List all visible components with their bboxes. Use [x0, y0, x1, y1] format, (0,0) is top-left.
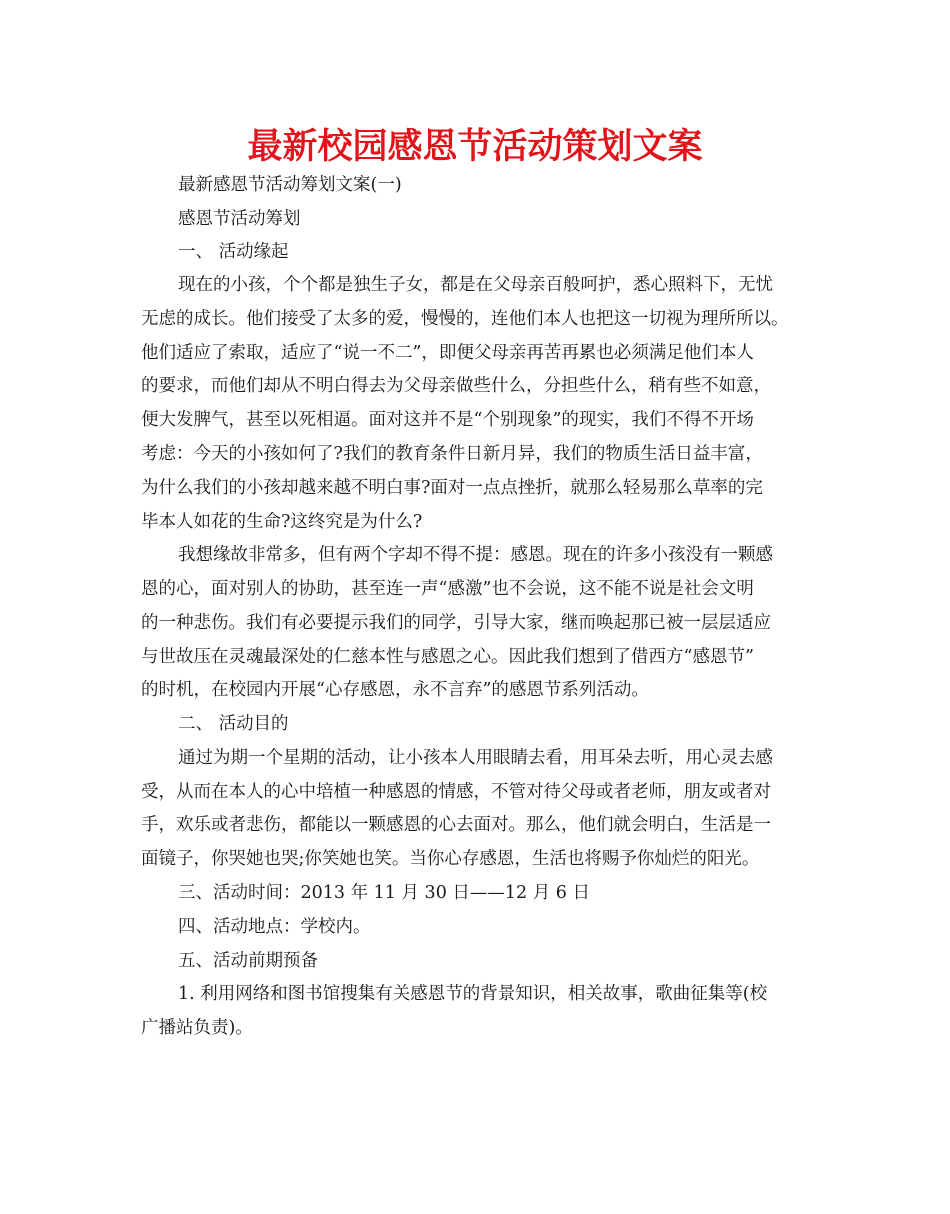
section-1-heading: 一、 活动缘起 — [178, 242, 289, 262]
paragraph-line: 为什么我们的小孩却越来越不明白事?面对一点点挫折，就那么轻易那么草率的完 — [141, 478, 763, 498]
document-title: 最新校园感恩节活动策划文案 — [247, 127, 703, 167]
paragraph-line: 我想缘故非常多，但有两个字却不得不提：感恩。现在的许多小孩没有一颗感 — [178, 545, 773, 565]
paragraph-line: 他们适应了索取，适应了“说一不二”，即便父母亲再苦再累也必须满足他们本人 — [141, 343, 754, 363]
paragraph-line: 面镜子，你哭她也哭;你笑她也笑。当你心存感恩，生活也将赐予你灿烂的阳光。 — [141, 849, 760, 869]
paragraph-line: 便大发脾气，甚至以死相逼。面对这并不是“个别现象”的现实，我们不得不开场 — [141, 410, 754, 430]
paragraph-line: 手，欢乐或者悲伤，都能以一颗感恩的心去面对。那么，他们就会明白，生活是一 — [141, 815, 771, 835]
section-3-time: 三、活动时间：2013 年 11 月 30 日——12 月 6 日 — [178, 883, 590, 903]
paragraph-line: 恩的心，面对别人的协助，甚至连一声“感激”也不会说，这不能不说是社会文明 — [141, 579, 754, 599]
paragraph-line: 考虑：今天的小孩如何了?我们的教育条件日新月异，我们的物质生活日益丰富， — [141, 444, 763, 464]
paragraph-line: 的要求，而他们却从不明白得去为父母亲做些什么，分担些什么，稍有些不如意， — [141, 376, 771, 396]
paragraph-line: 受，从而在本人的心中培植一种感恩的情感，不管对待父母或者老师，朋友或者对 — [141, 782, 771, 802]
paragraph-line: 的时机，在校园内开展“心存感恩，永不言弃”的感恩节系列活动。 — [141, 680, 649, 700]
paragraph-line: 与世故压在灵魂最深处的仁慈本性与感恩之心。因此我们想到了借西方“感恩节” — [141, 647, 754, 667]
line-heading: 感恩节活动筹划 — [178, 209, 301, 229]
line-subtitle: 最新感恩节活动筹划文案(一) — [178, 175, 402, 195]
paragraph-line: 的一种悲伤。我们有必要提示我们的同学，引导大家，继而唤起那已被一层层适应 — [141, 613, 771, 633]
list-item: 1. 利用网络和图书馆搜集有关感恩节的背景知识，相关故事，歌曲征集等(校 — [178, 984, 768, 1004]
section-2-heading: 二、 活动目的 — [178, 714, 289, 734]
paragraph-line: 毕本人如花的生命?这终究是为什么? — [141, 512, 423, 532]
paragraph-line: 无虑的成长。他们接受了太多的爱，慢慢的，连他们本人也把这一切视为理所所以。 — [141, 309, 789, 329]
section-4-place: 四、活动地点：学校内。 — [178, 917, 371, 937]
section-5-heading: 五、活动前期预备 — [178, 951, 318, 971]
paragraph-line: 现在的小孩，个个都是独生子女，都是在父母亲百般呵护，悉心照料下，无忧 — [178, 275, 773, 295]
paragraph-line: 通过为期一个星期的活动，让小孩本人用眼睛去看，用耳朵去听，用心灵去感 — [178, 748, 773, 768]
list-item-continued: 广播站负责)。 — [141, 1018, 253, 1038]
